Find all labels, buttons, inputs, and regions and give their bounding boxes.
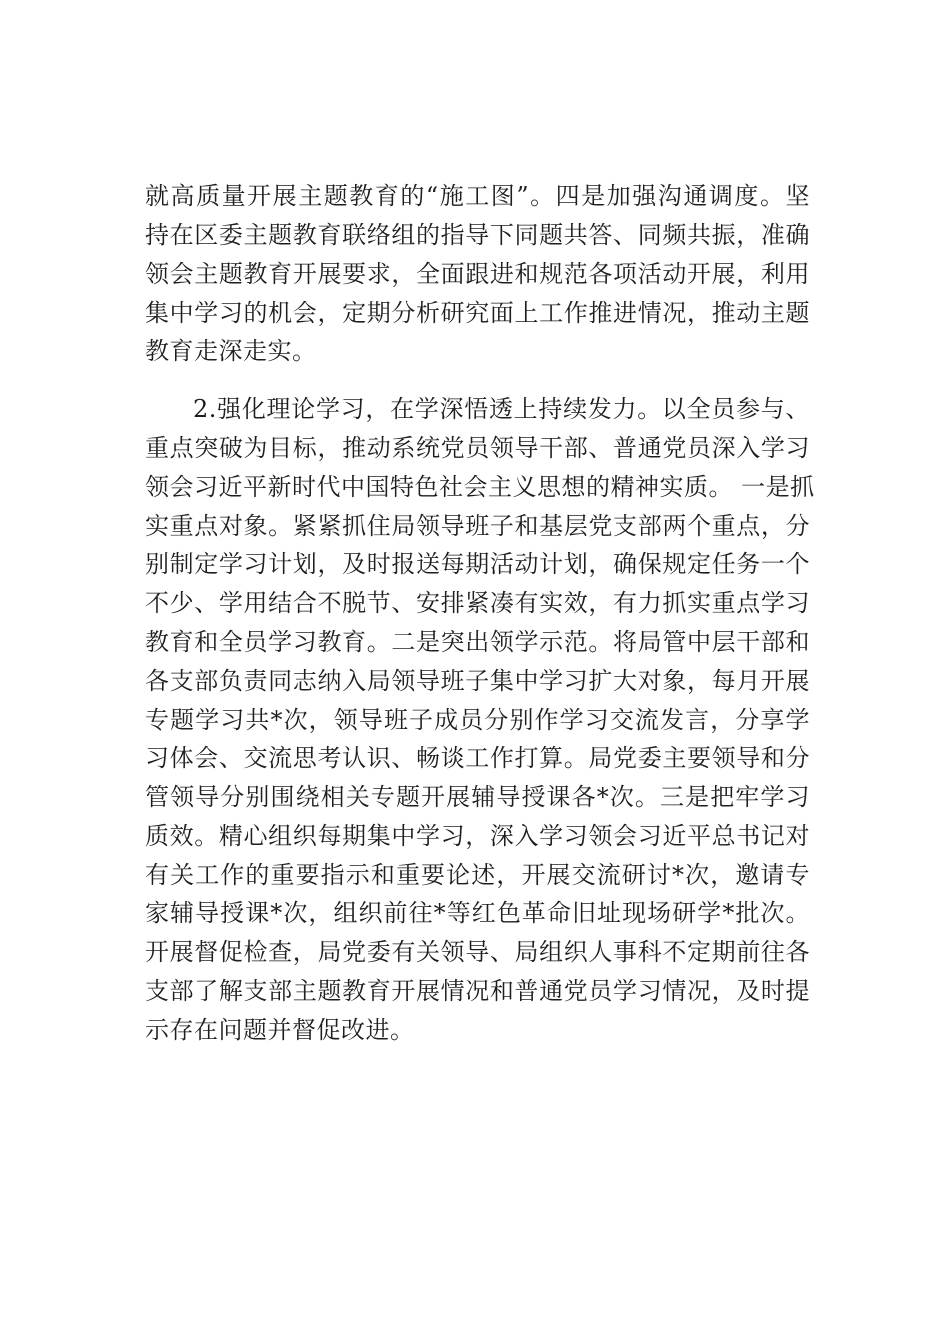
paragraph-2-line-14: 家辅导授课*次，组织前往*等红色革命旧址现场研学*批次。 (145, 899, 810, 927)
paragraph-1-line-3: 领会主题教育开展要求，全面跟进和规范各项活动开展，利用 (145, 260, 810, 288)
paragraph-2-line-1: 2.强化理论学习，在学深悟透上持续发力。以全员参与、 (193, 395, 810, 423)
paragraph-2-line-17: 示存在问题并督促改进。 (145, 1016, 415, 1044)
paragraph-1-line-5: 教育走深走实。 (145, 337, 317, 365)
paragraph-2-line-9: 专题学习共*次，领导班子成员分别作学习交流发言，分享学 (145, 706, 810, 734)
paragraph-2-line-5: 别制定学习计划，及时报送每期活动计划，确保规定任务一个 (145, 550, 810, 578)
paragraph-2-line-15: 开展督促检查，局党委有关领导、局组织人事科不定期前往各 (145, 938, 810, 966)
paragraph-1-line-1: 就高质量开展主题教育的“施工图”。四是加强沟通调度。坚 (145, 182, 810, 210)
paragraph-1-line-2: 持在区委主题教育联络组的指导下同题共答、同频共振，准确 (145, 221, 810, 249)
paragraph-2-line-13: 有关工作的重要指示和重要论述，开展交流研讨*次，邀请专 (145, 861, 810, 889)
paragraph-2-line-7: 教育和全员学习教育。二是突出领学示范。将局管中层干部和 (145, 628, 810, 656)
paragraph-2-line-2: 重点突破为目标，推动系统党员领导干部、普通党员深入学习 (145, 434, 810, 462)
paragraph-2-line-4: 实重点对象。紧紧抓住局领导班子和基层党支部两个重点，分 (145, 512, 810, 540)
paragraph-2-line-8: 各支部负责同志纳入局领导班子集中学习扩大对象，每月开展 (145, 667, 810, 695)
paragraph-2-line-11: 管领导分别围绕相关专题开展辅导授课各*次。三是把牢学习 (145, 783, 810, 811)
paragraph-2-line-12: 质效。精心组织每期集中学习，深入学习领会习近平总书记对 (145, 822, 810, 850)
paragraph-2-line-10: 习体会、交流思考认识、畅谈工作打算。局党委主要领导和分 (145, 744, 810, 772)
paragraph-2-line-16: 支部了解支部主题教育开展情况和普通党员学习情况，及时提 (145, 977, 810, 1005)
paragraph-1-line-4: 集中学习的机会，定期分析研究面上工作推进情况，推动主题 (145, 299, 810, 327)
paragraph-2-line-3: 领会习近平新时代中国特色社会主义思想的精神实质。 一是抓 (145, 473, 815, 501)
paragraph-2-line-6: 不少、学用结合不脱节、安排紧凑有实效，有力抓实重点学习 (145, 589, 810, 617)
